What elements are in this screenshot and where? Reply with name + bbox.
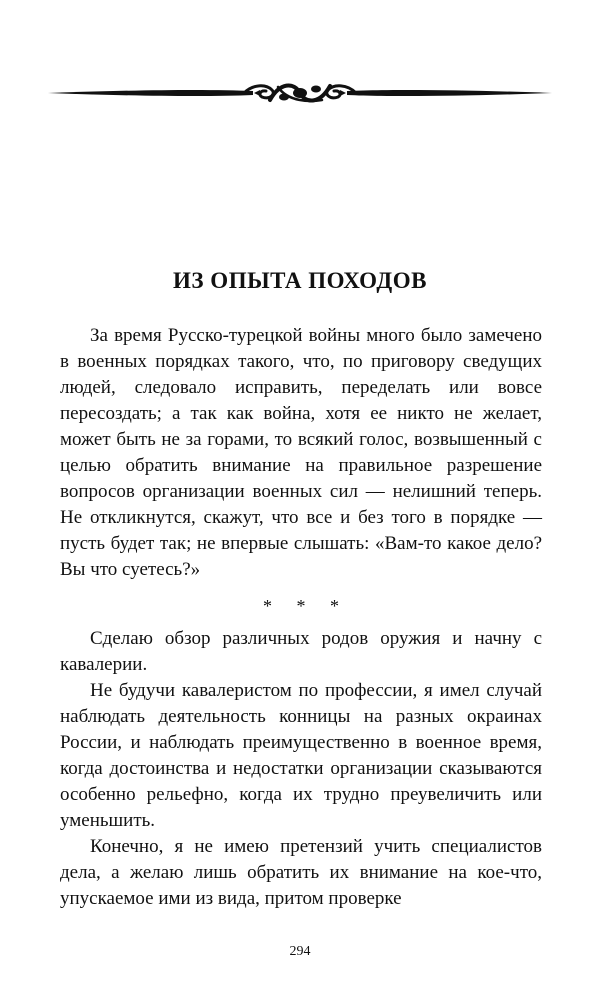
chapter-title: ИЗ ОПЫТА ПОХОДОВ [173,268,427,293]
paragraph: Конечно, я не имею претензий учить специалистов дела, а желаю лишь обратить их внимание на кое-что, упускаемое ими из вида, притом проверке [60,836,542,909]
paragraph: За время Русско-турецкой войны много было замечено в военных порядках такого, что, по приговору сведущих людей, следовало исправить, переделать или вовсе пересоздать; а так как война, хотя ее никто не желает, может быть не за горами, то всякий голос, возвышенный с целью обратить внимание на правильное разрешение вопросов организации военных сил — нелишний теперь. Не откликнутся, скажут, что все и без того в порядке — пусть будет так; не впервые слышать: «Вам-то какое дело? Вы что суетесь?» [60,325,542,580]
page-number: 294 [289,944,311,959]
decorative-flourish-ornament [48,78,552,108]
body-text [60,323,542,912]
paragraph: Не будучи кавалеристом по профессии, я имел случай наблюдать деятельность конницы на разных окраинах России, и наблюдать преимущественно в военное время, когда достоинства и недостатки организации сказываются особенно рельефно, когда их трудно преувеличить или уменьшить. [60,680,542,831]
section-break: * * * [263,596,349,616]
paragraph: Сделаю обзор различных родов оружия и начну с кавалерии. [60,628,542,675]
